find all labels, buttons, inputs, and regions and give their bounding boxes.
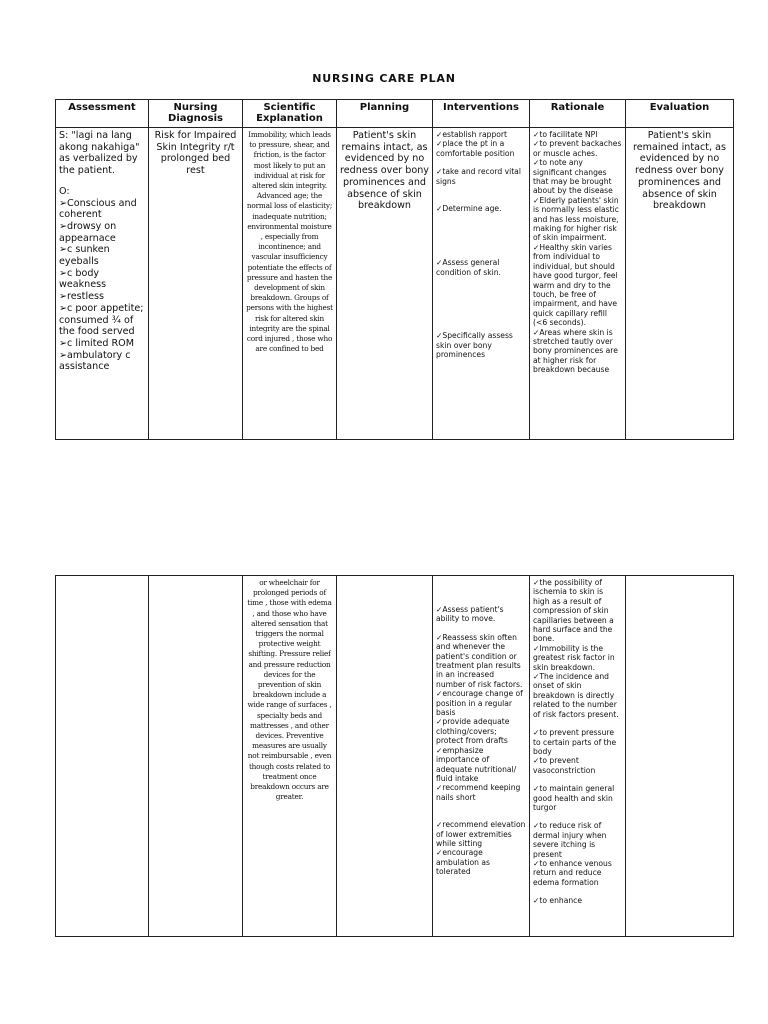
- nursing-diagnosis-cell: Risk for Impaired Skin Integrity r/t prolonged bed rest: [149, 128, 243, 440]
- intervention-item: ✓ encourage ambulation as tolerated: [436, 848, 526, 876]
- intervention-item: [436, 802, 526, 811]
- objective-finding: ➢ restless: [59, 291, 145, 303]
- objective-label: O:: [59, 185, 70, 197]
- objective-finding: ➢ c poor appetite; consumed ¾ of the food served: [59, 303, 145, 338]
- intervention-item: ✓ encourage change of position in a regular basis: [436, 689, 526, 717]
- rationale-item: ✓ to enhance: [533, 896, 622, 905]
- objective-finding: ➢ drowsy on appearnace: [59, 221, 145, 244]
- intervention-item: ✓ Reassess skin often and whenever the patient's condition or treatment plan results in an increased number of risk factors.: [436, 633, 526, 689]
- rationale-item: ✓ the possibility of ischemia to skin is high as a result of compression of skin capillaries between a hard surface and the bone.: [533, 578, 622, 644]
- rationale-item: ✓ Immobility is the greatest risk factor in skin breakdown.: [533, 644, 622, 672]
- rationale-item: ✓ to prevent pressure to certain parts of the body: [533, 728, 622, 756]
- intervention-item: [436, 213, 526, 222]
- rationale-item: ✓ to note any significant changes that may be brought about by the disease: [533, 158, 622, 196]
- header-planning: Planning: [337, 100, 433, 128]
- objective-finding: ➢ ambulatory c assistance: [59, 350, 145, 373]
- header-assessment: Assessment: [56, 100, 149, 128]
- intervention-item: [436, 587, 526, 596]
- intervention-item: ✓ emphasize importance of adequate nutritional/ fluid intake: [436, 746, 526, 784]
- rationale-item: ✓ to facilitate NPI: [533, 130, 622, 139]
- rationale-cell: [530, 128, 626, 440]
- intervention-item: [436, 322, 526, 331]
- intervention-item: ✓ take and record vital signs: [436, 167, 526, 186]
- intervention-item: [436, 277, 526, 286]
- care-plan-table-page-2: [55, 575, 734, 937]
- intervention-item: [436, 596, 526, 605]
- rationale-item: ✓ to prevent vasoconstriction: [533, 756, 622, 775]
- intervention-item: [436, 240, 526, 249]
- interventions-cell-continued: [433, 576, 530, 937]
- intervention-item: [436, 304, 526, 313]
- rationale-item: ✓ to prevent backaches or muscle aches.: [533, 139, 622, 158]
- rationale-cell-continued: [530, 576, 626, 937]
- evaluation-cell: Patient's skin remained intact, as evidenced by no redness over bony prominences and absence of skin breakdown: [626, 128, 734, 440]
- content-row-continued: [56, 576, 734, 937]
- intervention-item: [436, 158, 526, 167]
- header-interventions: Interventions: [433, 100, 530, 128]
- intervention-item: [436, 222, 526, 231]
- rationale-item: [533, 887, 622, 896]
- objective-finding: ➢ c limited ROM: [59, 338, 145, 350]
- planning-cell: Patient's skin remains intact, as evidenced by no redness over bony prominences and absence of skin breakdown: [337, 128, 433, 440]
- content-row: [56, 128, 734, 440]
- intervention-item: ✓ Assess patient's ability to move.: [436, 605, 526, 624]
- rationale-item: ✓ to reduce risk of dermal injury when severe itching is present: [533, 821, 622, 859]
- header-nursing-diagnosis: Nursing Diagnosis: [149, 100, 243, 128]
- intervention-item: ✓ place the pt in a comfortable position: [436, 139, 526, 158]
- scientific-explanation-cell: Immobility, which leads to pressure, shear, and friction, is the factor most likely to put an individual at risk for altered skin integrity. Advanced age; the normal loss of elasticity; inadequate nutrition; environmental moisture , especially from incontinence; and vascular insufficiency potentiate the effects of pressure and hasten the development of skin breakdown. Groups of persons with the highest risk for altered skin integrity are the spinal cord injured , those who are confined to bed: [243, 128, 337, 440]
- intervention-item: [436, 624, 526, 633]
- nursing-diagnosis-cell-continued: [149, 576, 243, 937]
- intervention-item: [436, 313, 526, 322]
- intervention-item: [436, 811, 526, 820]
- objective-findings-list: [59, 198, 145, 374]
- rationale-item: ✓ Healthy skin varies from individual to individual, but should have good turgor, feel warm and dry to the touch, be free of impairment, and have quick capillary refill (<6 seconds).: [533, 243, 622, 328]
- rationale-item: ✓ Elderly patients' skin is normally less elastic and has less moisture, making for higher risk of skin impairment.: [533, 196, 622, 243]
- intervention-item: [436, 295, 526, 304]
- intervention-item: [436, 249, 526, 258]
- intervention-item: ✓ Determine age.: [436, 204, 526, 213]
- rationale-item: ✓ The incidence and onset of skin breakdown is directly related to the number of risk factors present.: [533, 672, 622, 719]
- intervention-item: [436, 578, 526, 587]
- header-rationale: Rationale: [530, 100, 626, 128]
- header-scientific-explanation: Scientific Explanation: [243, 100, 337, 128]
- intervention-item: ✓ Assess general condition of skin.: [436, 258, 526, 277]
- assessment-cell: [56, 128, 149, 440]
- evaluation-cell-continued: [626, 576, 734, 937]
- intervention-item: [436, 286, 526, 295]
- care-plan-table-page-1: [55, 99, 734, 440]
- intervention-item: [436, 186, 526, 195]
- objective-finding: ➢ c sunken eyeballs: [59, 244, 145, 267]
- intervention-item: ✓ Specifically assess skin over bony prominences: [436, 331, 526, 359]
- intervention-item: [436, 195, 526, 204]
- rationale-item: [533, 812, 622, 821]
- intervention-item: [436, 231, 526, 240]
- assessment-cell-continued: [56, 576, 149, 937]
- rationale-item: [533, 719, 622, 728]
- subjective-data: S: "lagi na lang akong nakahiga" as verbalized by the patient.: [59, 130, 143, 177]
- intervention-item: ✓ recommend elevation of lower extremities while sitting: [436, 820, 526, 848]
- intervention-item: ✓ provide adequate clothing/covers; protect from drafts: [436, 717, 526, 745]
- rationale-item: [533, 775, 622, 784]
- objective-finding: ➢ Conscious and coherent: [59, 198, 145, 221]
- planning-cell-continued: [337, 576, 433, 937]
- rationale-item: ✓ to enhance venous return and reduce edema formation: [533, 859, 622, 887]
- rationale-item: ✓ to maintain general good health and skin turgor: [533, 784, 622, 812]
- interventions-cell: [433, 128, 530, 440]
- document-title: NURSING CARE PLAN: [312, 72, 456, 85]
- header-evaluation: Evaluation: [626, 100, 734, 128]
- rationale-item: ✓ Areas where skin is stretched tautly over bony prominences are at higher risk for breakdown because: [533, 328, 622, 375]
- intervention-item: ✓ establish rapport: [436, 130, 526, 139]
- objective-finding: ➢ c body weakness: [59, 268, 145, 291]
- intervention-item: ✓ recommend keeping nails short: [436, 783, 526, 802]
- scientific-explanation-cell-continued: or wheelchair for prolonged periods of time , those with edema , and those who have altered sensation that triggers the normal protective weight shifting. Pressure relief and pressure reduction devices for the prevention of skin breakdown include a wide range of surfaces , specialty beds and mattresses , and other devices. Preventive measures are usually not reimbursable , even though costs related to treatment once breakdown occurs are greater.: [243, 576, 337, 937]
- header-row: [56, 100, 734, 128]
